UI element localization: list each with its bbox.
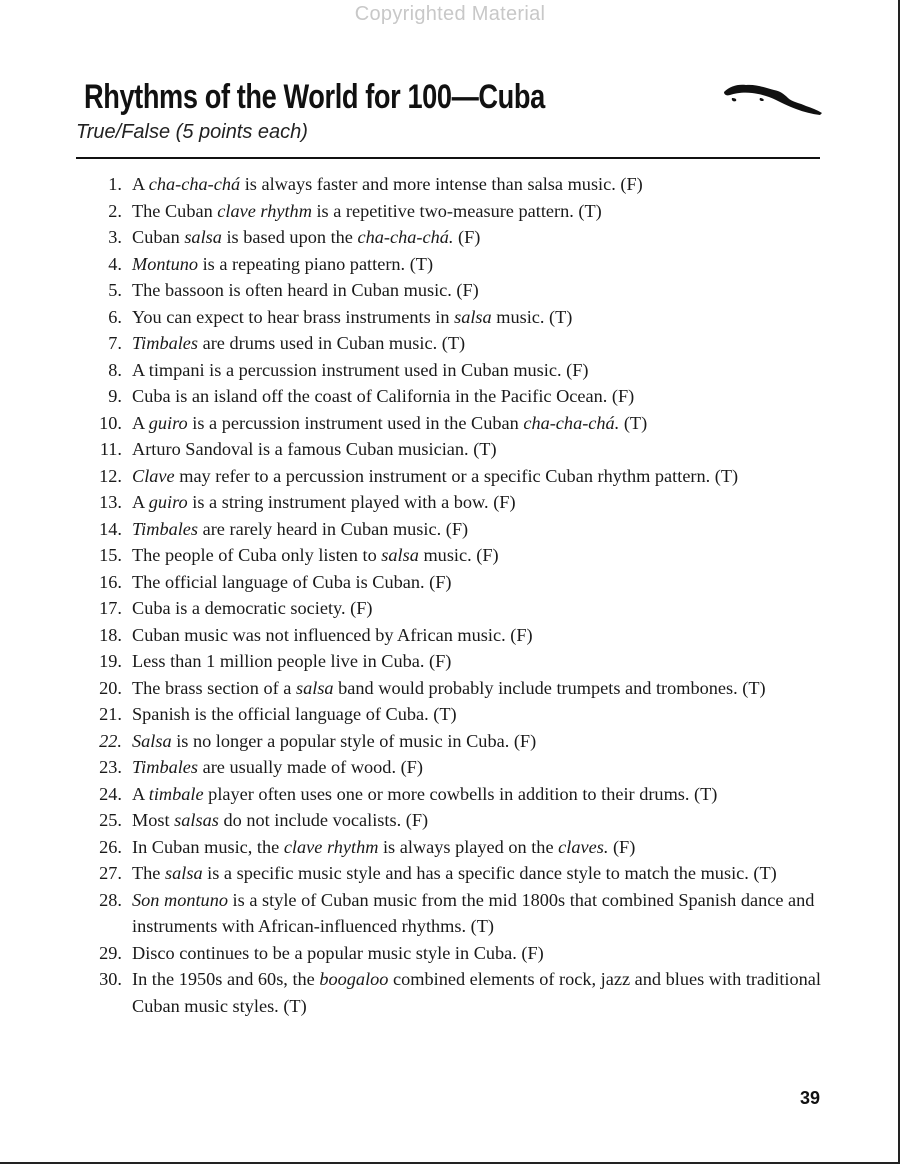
question-text [132,330,822,357]
question-number: 8. [108,359,122,380]
cuba-map-icon [722,76,824,118]
question-text [132,754,822,781]
question-text-segment: Disco continues to be a popular music style in Cuba. (F) [132,942,544,963]
question-text [132,622,822,649]
question-item [80,224,840,251]
question-number: 5. [108,280,122,300]
question-item [80,171,840,198]
question-text-segment: is a style of Cuban music from the mid 1800s that combined Spanish dance and instruments with African-influenced rhythms. (T) [132,889,815,936]
question-term-italic: salsa [454,306,492,327]
question-term-italic: Montuno [132,253,199,274]
question-text-segment: The brass section of a [132,677,296,698]
question-term-italic: salsa [184,227,222,247]
question-term-italic: cha-cha-chá. [523,412,620,433]
question-text-segment: The Cuban [132,200,218,221]
question-number: 9. [108,386,122,406]
question-text-segment: combined elements of rock, jazz and blues with traditional Cuban music styles. (T) [132,969,821,1016]
question-text-segment: music. (T) [491,306,573,327]
question-text [132,198,822,225]
question-text-segment: Cuban [132,227,185,247]
question-text-segment: is based upon the [221,227,358,247]
question-item [80,436,840,463]
question-text-segment: The [132,863,165,883]
question-item [80,622,840,649]
question-text-segment: Spanish is the official language of Cuba. (T) [132,704,457,724]
question-text-segment: player often uses one or more cowbells in addition to their drums. (T) [203,783,718,804]
question-number: 10. [99,412,122,433]
question-item [80,542,840,569]
question-text-segment: The official language of Cuba is Cuban. (F) [132,571,452,592]
question-text-segment: is a string instrument played with a bow. (F) [187,492,516,512]
question-number: 12. [99,465,122,486]
question-item [80,648,840,675]
question-text-segment: is always played on the [378,836,559,857]
question-item [80,489,840,516]
question-number: 2. [108,200,122,221]
question-item [80,940,840,967]
question-text [132,940,822,967]
question-item [80,383,840,410]
question-text [132,251,822,278]
copyright-watermark: Copyrighted Material [354,3,546,25]
question-item [80,887,840,940]
question-item [80,728,840,755]
question-text [132,595,822,622]
question-number: 15. [99,545,122,565]
question-text-segment: (F) [453,227,481,247]
question-number: 17. [99,598,122,618]
question-text-segment: Arturo Sandoval is a famous Cuban musician. (T) [132,439,497,459]
question-text [132,675,822,702]
question-item [80,675,840,702]
question-text-segment: A [132,412,149,433]
question-number: 20. [99,677,122,698]
question-text-segment: A [132,783,149,804]
question-term-italic: claves. [558,836,609,857]
question-number: 16. [99,571,122,592]
question-text [132,171,822,198]
question-item [80,463,840,490]
question-text-segment: Cuban music was not influenced by African music. (F) [132,624,533,645]
question-item [80,595,840,622]
question-text-segment: Cuba is a democratic society. (F) [132,598,373,618]
question-number: 1. [108,174,122,194]
question-item [80,754,840,781]
question-text-segment: is a repetitive two-measure pattern. (T) [311,200,602,221]
question-text-segment: In Cuban music, the [132,836,284,857]
question-number: 11. [99,439,122,459]
question-text-segment: do not include vocalists. (F) [218,810,429,830]
question-item [80,330,840,357]
question-text-segment: are usually made of wood. (F) [198,757,423,777]
question-item [80,807,840,834]
question-item [80,569,840,596]
question-item [80,966,840,1019]
question-term-italic: timbale [148,783,204,804]
question-text [132,569,822,596]
question-number: 6. [108,306,122,327]
question-text [132,834,822,861]
question-item [80,410,840,437]
question-text-segment: Most [132,810,175,830]
question-text-segment: is a repeating piano pattern. (T) [198,253,434,274]
question-text-segment: A timpani is a percussion instrument used in Cuban music. (F) [132,359,589,380]
question-number: 29. [99,942,122,963]
question-text-segment: A [132,174,149,194]
question-term-italic: Timbales [132,333,199,353]
question-term-italic: Clave [132,465,175,486]
question-text-segment: Less than 1 million people live in Cuba. (F) [132,651,452,671]
question-term-italic: salsa [295,677,334,698]
question-text-segment: may refer to a percussion instrument or a specific Cuban rhythm pattern. (T) [174,465,739,486]
question-text [132,224,822,251]
question-number: 27. [99,863,122,883]
question-term-italic: Salsa [132,730,172,751]
question-number: 19. [99,651,122,671]
question-term-italic: Timbales [132,518,199,539]
question-item [80,251,840,278]
question-text [132,966,822,1019]
question-term-italic: clave rhythm [217,200,312,221]
question-number: 24. [99,783,122,804]
question-term-italic: guiro [148,412,188,433]
question-item [80,304,840,331]
question-text-segment: (T) [619,412,648,433]
question-item [80,860,840,887]
question-text-segment: Cuba is an island off the coast of California in the Pacific Ocean. (F) [132,386,635,406]
question-item [80,198,840,225]
question-text [132,860,822,887]
question-term-italic: guiro [148,492,188,512]
question-number: 22. [99,730,122,751]
question-text [132,436,822,463]
question-term-italic: cha-cha-chá [148,174,241,194]
question-text [132,807,822,834]
question-text-segment: In the 1950s and 60s, the [132,969,320,989]
question-term-italic: boogaloo [319,969,389,989]
question-text-segment: are rarely heard in Cuban music. (F) [198,518,469,539]
question-number: 23. [99,757,122,777]
question-text-segment: is no longer a popular style of music in Cuba. (F) [171,730,537,751]
question-text [132,887,822,940]
question-item [80,277,840,304]
question-number: 4. [108,253,122,274]
question-number: 14. [99,518,122,539]
question-number: 21. [99,704,122,724]
question-number: 13. [99,492,122,512]
question-term-italic: Timbales [132,757,199,777]
question-text-segment: (F) [608,836,636,857]
question-number: 26. [99,836,122,857]
page-subtitle: True/False (5 points each) [76,121,308,143]
question-text-segment: A [132,492,149,512]
question-item [80,781,840,808]
true-false-question-list [80,171,840,1019]
question-term-italic: Son montuno [132,889,228,910]
question-text [132,542,822,569]
question-text-segment: is a specific music style and has a specific dance style to match the music. (T) [202,863,777,883]
question-text-segment: is always faster and more intense than salsa music. (F) [240,174,643,194]
question-text-segment: The people of Cuba only listen to [132,545,382,565]
page-title: Rhythms of the World for 100—Cuba [84,78,545,116]
question-text [132,489,822,516]
question-text [132,728,822,755]
question-number: 18. [99,624,122,645]
title-divider [76,157,820,159]
question-number: 25. [99,810,122,830]
question-text-segment: are drums used in Cuban music. (T) [198,333,466,353]
question-number: 28. [99,889,122,910]
question-number: 30. [99,969,122,989]
question-text [132,410,822,437]
question-text [132,701,822,728]
question-term-italic: salsa [381,545,419,565]
question-text-segment: is a percussion instrument used in the Cuban [187,412,524,433]
question-text [132,781,822,808]
page-number: 39 [799,1088,820,1108]
question-text [132,648,822,675]
question-item [80,701,840,728]
question-text [132,516,822,543]
question-text [132,463,822,490]
question-number: 3. [108,227,122,247]
question-number: 7. [108,333,122,353]
question-item [80,834,840,861]
question-text [132,383,822,410]
question-text-segment: You can expect to hear brass instruments in [132,306,455,327]
question-term-italic: clave rhythm [283,836,379,857]
question-text [132,357,822,384]
question-item [80,516,840,543]
question-text [132,304,822,331]
question-term-italic: salsa [165,863,203,883]
question-item [80,357,840,384]
question-term-italic: salsas [174,810,219,830]
question-text [132,277,822,304]
question-text-segment: music. (F) [418,545,499,565]
question-text-segment: band would probably include trumpets and trombones. (T) [333,677,766,698]
question-text-segment: The bassoon is often heard in Cuban music. (F) [132,280,479,300]
question-term-italic: cha-cha-chá. [357,227,454,247]
